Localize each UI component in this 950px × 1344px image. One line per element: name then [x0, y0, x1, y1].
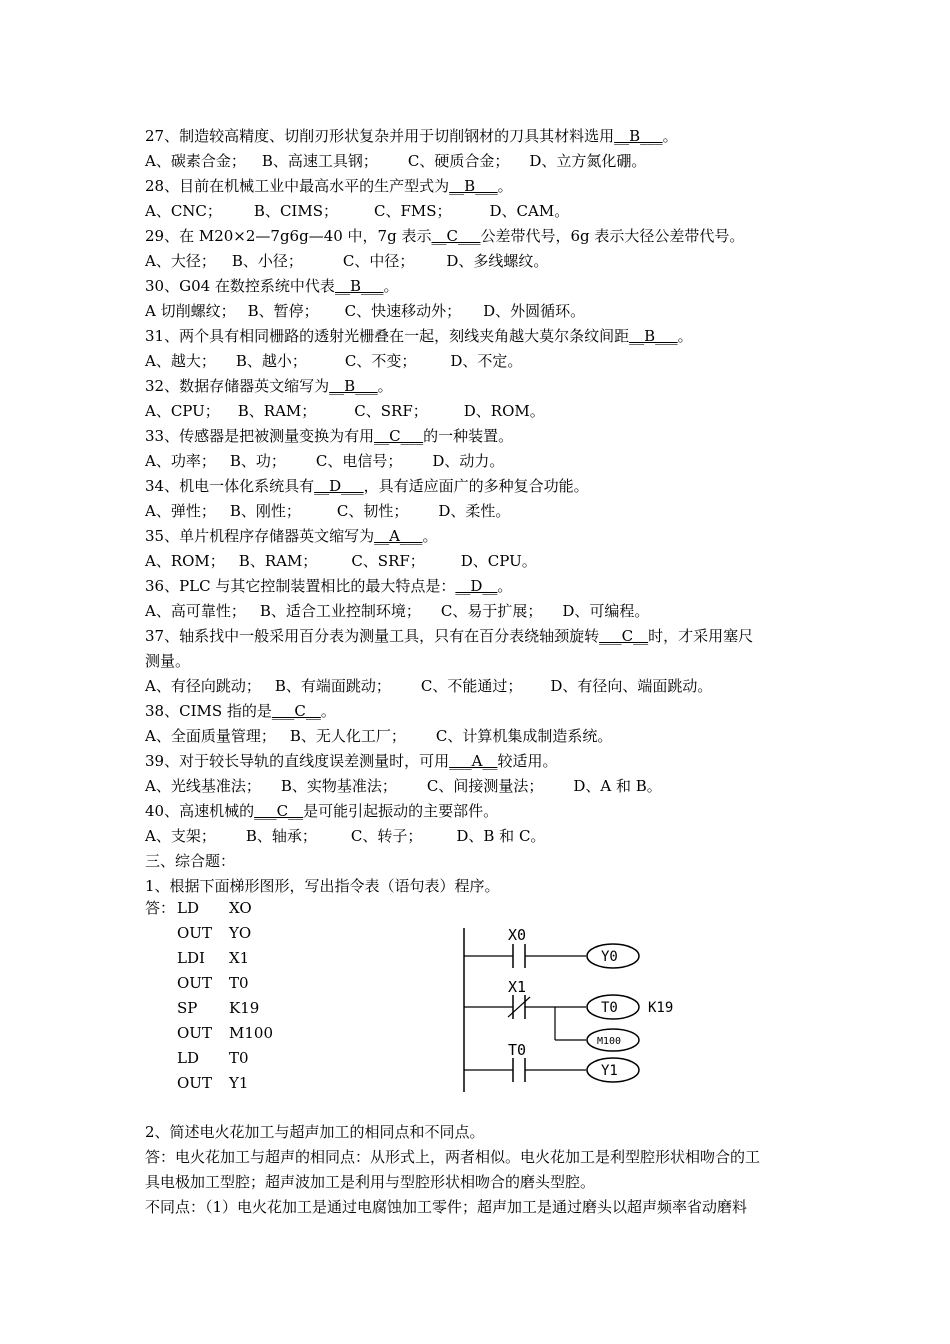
question-text: 32、数据存储器英文缩写为 [145, 377, 330, 395]
question-text: 30、G04 在数控系统中代表 [145, 277, 335, 295]
instruction-arg: T0 [229, 974, 249, 992]
instruction-row [145, 921, 273, 946]
option: B、小径； [231, 252, 303, 270]
option: C、电信号； [315, 452, 403, 470]
option: B、RAM； [237, 402, 317, 420]
question-options [145, 774, 815, 799]
coil-y0-label: Y0 [601, 949, 618, 965]
option: D、多线螺纹。 [446, 252, 549, 270]
question-options [145, 599, 815, 624]
option: A、CPU； [145, 402, 220, 420]
question-text-end: 。 [497, 577, 513, 595]
question-options [145, 549, 815, 574]
question-text: 29、在 M20×2—7g6g—40 中，7g 表示 [145, 227, 432, 245]
option: A、弹性； [145, 502, 216, 520]
question-stem [145, 474, 815, 499]
answer-blank: ___C__ [271, 702, 321, 720]
instruction-op: LD [177, 1049, 199, 1067]
answer-blank: ___A__ [449, 752, 498, 770]
option: C、硬质合金； [407, 152, 510, 170]
option: B、RAM； [238, 552, 318, 570]
question-stem [145, 374, 815, 399]
question-text: 36、PLC 与其它控制装置相比的最大特点是： [145, 577, 456, 595]
instruction-row [145, 1021, 273, 1046]
question-stem [145, 274, 815, 299]
question-list [145, 124, 815, 899]
option: A、光线基准法； [145, 777, 261, 795]
answer-blank: __A___ [374, 527, 423, 545]
question-text-end: 。 [320, 702, 336, 720]
instruction-op: LDI [177, 949, 205, 967]
question-text-end: 时，才采用塞尺 [648, 627, 754, 645]
instruction-arg: K19 [229, 999, 260, 1017]
option: A、有径向跳动； [145, 677, 261, 695]
coil-m100-label: M100 [597, 1036, 622, 1047]
answer-blank: __B___ [449, 177, 498, 195]
question-options [145, 499, 815, 524]
instruction-row [145, 896, 273, 921]
option: C、易于扩展； [440, 602, 543, 620]
section-title: 三、综合题： [145, 852, 236, 870]
contact-x1-label: X1 [508, 978, 527, 996]
question-text-end: 。 [422, 527, 438, 545]
question-stem [145, 174, 815, 199]
question-options [145, 199, 815, 224]
option: B、轴承； [245, 827, 317, 845]
option: A、支架； [145, 827, 216, 845]
question-text: 40、高速机械的 [145, 802, 255, 820]
question-options [145, 724, 815, 749]
task-2-answer-line-3: 不同点：（1）电火花加工是通过电腐蚀加工零件；超声加工是通过磨头以超声频率省动磨料 [145, 1198, 748, 1216]
question-text-end: 。 [383, 277, 399, 295]
option: B、刚性； [229, 502, 301, 520]
option: B、越小； [235, 352, 307, 370]
question-text: 34、机电一体化系统具有 [145, 477, 315, 495]
question-text-end: 的一种装置。 [423, 427, 514, 445]
instruction-arg: M100 [229, 1024, 273, 1042]
coil-t0-constant: K19 [648, 1000, 674, 1016]
option: C、SRF； [351, 552, 425, 570]
question-text-end: 。 [677, 327, 693, 345]
instruction-op: OUT [177, 1074, 212, 1092]
question-options [145, 149, 815, 174]
option: A、CNC； [145, 202, 222, 220]
task-2-answer-line-2: 具电极加工型腔；超声波加工是利用与型腔形状相吻合的磨头型腔。 [145, 1173, 596, 1191]
question-text: 28、目前在机械工业中最高水平的生产型式为 [145, 177, 450, 195]
question-text-end: 较适用。 [497, 752, 558, 770]
option: C、不变； [344, 352, 417, 370]
instruction-op: OUT [177, 924, 212, 942]
instruction-row [145, 971, 273, 996]
option: C、韧性； [336, 502, 409, 520]
instruction-row [145, 1046, 273, 1071]
question-text: 31、两个具有相同栅路的透射光栅叠在一起，刻线夹角越大莫尔条纹间距 [145, 327, 630, 345]
question-text: 38、CIMS 指的是 [145, 702, 272, 720]
question-stem [145, 749, 815, 774]
option: A、越大； [145, 352, 216, 370]
option: A、大径； [145, 252, 216, 270]
instruction-arg: YO [229, 924, 252, 942]
option: D、ROM。 [463, 402, 545, 420]
answer-blank: __B___ [329, 377, 378, 395]
option: D、柔性。 [438, 502, 511, 520]
question-text: 测量。 [145, 652, 191, 670]
option: D、动力。 [432, 452, 505, 470]
option: D、CPU。 [460, 552, 537, 570]
answer-prefix: 答： [145, 899, 176, 917]
question-text-end: 公差带代号，6g 表示大径公差带代号。 [480, 227, 745, 245]
option: B、有端面跳动； [274, 677, 391, 695]
option: D、不定。 [450, 352, 523, 370]
option: D、可编程。 [562, 602, 650, 620]
option: D、A 和 B。 [573, 777, 662, 795]
task-2-title: 2、简述电火花加工与超声加工的相同点和不同点。 [145, 1123, 485, 1141]
question-stem-cont [145, 649, 815, 674]
option: D、外圆循环。 [483, 302, 586, 320]
question-stem [145, 524, 815, 549]
option: B、CIMS； [253, 202, 338, 220]
contact-t0-label: T0 [508, 1041, 527, 1059]
instruction-arg: T0 [229, 1049, 249, 1067]
instruction-arg: X1 [229, 949, 250, 967]
option: D、CAM。 [489, 202, 570, 220]
question-stem [145, 224, 815, 249]
instruction-arg: XO [229, 899, 252, 917]
option: D、B 和 C。 [456, 827, 546, 845]
option: D、有径向、端面跳动。 [550, 677, 713, 695]
option: C、转子； [350, 827, 423, 845]
instruction-op: SP [177, 999, 198, 1017]
option: B、无人化工厂； [289, 727, 406, 745]
question-text-end: 是可能引起振动的主要部件。 [303, 802, 499, 820]
coil-t0-label: T0 [601, 1000, 618, 1016]
question-stem [145, 124, 815, 149]
question-options [145, 299, 815, 324]
question-stem [145, 624, 815, 649]
coil-y1-label: Y1 [601, 1063, 618, 1079]
answer-blank: __C___ [374, 427, 424, 445]
section-heading [145, 849, 815, 874]
task-2-answer-line-1: 答：电火花加工与超声的相同点：从形式上，两者相似。电火花加工是利型腔形状相吻合的工 [145, 1148, 761, 1166]
instruction-op: LD [177, 899, 199, 917]
option: A、功率； [145, 452, 216, 470]
answer-blank: ___C__ [254, 802, 304, 820]
question-text: 35、单片机程序存储器英文缩写为 [145, 527, 375, 545]
question-options [145, 824, 815, 849]
option: C、间接测量法； [426, 777, 544, 795]
answer-blank: ___C__ [599, 627, 649, 645]
question-2-section [145, 1120, 815, 1220]
answer-blank: __D__ [455, 577, 498, 595]
option: A、ROM； [145, 552, 225, 570]
task-text: 1、根据下面梯形图形，写出指令表（语句表）程序。 [145, 877, 500, 895]
option: B、适合工业控制环境； [259, 602, 421, 620]
question-text-end: ，具有适应面广的多种复合功能。 [363, 477, 589, 495]
option: C、中径； [342, 252, 415, 270]
answer-blank: __D___ [314, 477, 364, 495]
answer-blank: __B___ [334, 277, 384, 295]
option: A、碳素合金； [145, 152, 246, 170]
instruction-op: OUT [177, 974, 212, 992]
question-text: 39、对于较长导轨的直线度误差测量时，可用 [145, 752, 450, 770]
instruction-row [145, 996, 273, 1021]
option: C、FMS； [373, 202, 452, 220]
option: D、立方氮化硼。 [529, 152, 647, 170]
option: A 切削螺纹； [145, 302, 236, 320]
option: A、高可靠性； [145, 602, 246, 620]
instruction-list [145, 896, 273, 1096]
ladder-diagram [458, 920, 698, 1095]
question-stem [145, 324, 815, 349]
question-stem [145, 699, 815, 724]
question-options [145, 674, 815, 699]
instruction-row [145, 946, 273, 971]
question-options [145, 349, 815, 374]
answer-blank: __B___ [629, 327, 678, 345]
question-options [145, 249, 815, 274]
question-stem [145, 799, 815, 824]
question-text: 33、传感器是把被测量变换为有用 [145, 427, 375, 445]
option: B、暂停； [247, 302, 319, 320]
option: C、SRF； [354, 402, 428, 420]
option: B、高速工具钢； [261, 152, 378, 170]
question-options [145, 399, 815, 424]
question-stem [145, 424, 815, 449]
question-options [145, 449, 815, 474]
answer-blank: __B___ [614, 127, 663, 145]
option: B、功； [229, 452, 286, 470]
question-text: 37、轴系找中一般采用百分表为测量工具，只有在百分表绕轴颈旋转 [145, 627, 600, 645]
option: B、实物基准法； [280, 777, 397, 795]
option: C、不能通过； [420, 677, 523, 695]
question-text: 27、制造较高精度、切削刃形状复杂并用于切削钢材的刀具其材料选用 [145, 127, 615, 145]
option: A、全面质量管理； [145, 727, 276, 745]
question-stem [145, 574, 815, 599]
instruction-op: OUT [177, 1024, 212, 1042]
instruction-arg: Y1 [229, 1074, 249, 1092]
instruction-row [145, 1071, 273, 1096]
question-text-end: 。 [662, 127, 678, 145]
option: C、快速移动外； [344, 302, 462, 320]
option: C、计算机集成制造系统。 [435, 727, 613, 745]
contact-x0-label: X0 [508, 926, 527, 944]
question-text-end: 。 [377, 377, 393, 395]
question-text-end: 。 [497, 177, 513, 195]
answer-blank: __C___ [431, 227, 481, 245]
